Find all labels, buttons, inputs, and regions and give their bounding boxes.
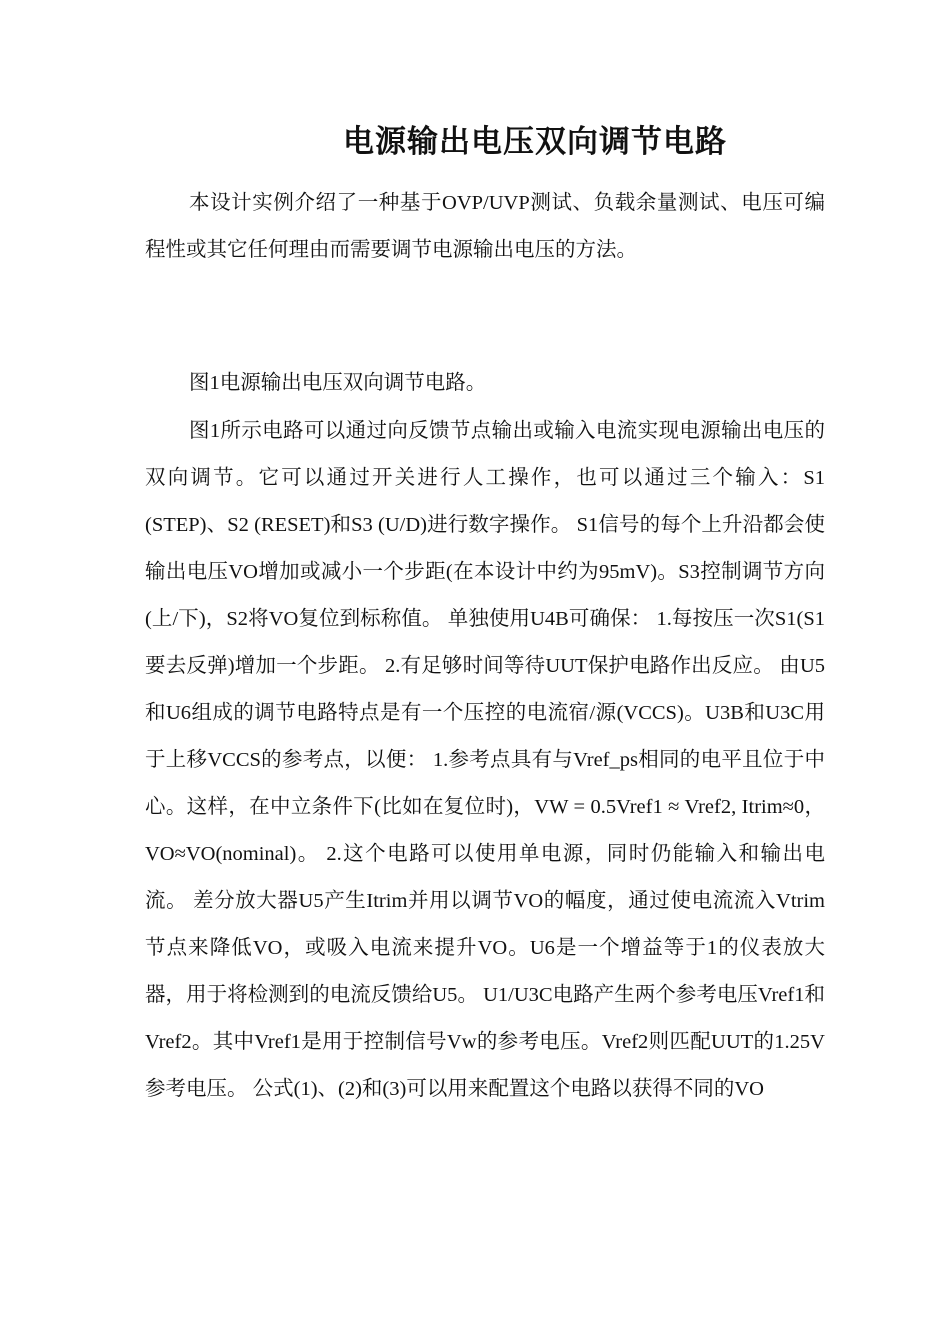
figure-caption: 图1电源输出电压双向调节电路。 bbox=[189, 372, 487, 394]
intro-paragraph: 本设计实例介绍了一种基于OVP/UVP测试、负载余量测试、电压可编程性或其它任何理由而需要调节电源输出电压的方法。 bbox=[145, 192, 825, 261]
document-title: 电源输出电压双向调节电路 bbox=[343, 124, 727, 159]
body-paragraph: 图1所示电路可以通过向反馈节点输出或输入电流实现电源输出电压的双向调节。它可以通过开关进行人工操作，也可以通过三个输入：S1 (STEP)、S2 (RESET)和S3 (U/D)进行数字操作。 S1信号的每个上升沿都会使输出电压VO增加或减小一个步距(在本设计中约为95mV)。S3控制调节方向(上/下)，S2将VO复位到标称值。 单独使用U4B可确保： 1.每按压一次S1(S1要去反弹)增加一个步距。 2.有足够时间等待UUT保护电路作出反应。 由U5和U6组成的调节电路特点是有一个压控的电流宿/源(VCCS)。U3B和U3C用于上移VCCS的参考点，以便： 1.参考点具有与Vref_ps相同的电平且位于中心。这样，在中立条件下(比如在复位时)，VW = 0.5Vref1 ≈ Vref2, Itrim≈0， VO≈VO(nominal)。 2.这个电路可以使用单电源，同时仍能输入和输出电流。 差分放大器U5产生Itrim并用以调节VO的幅度，通过使电流流入Vtrim节点来降低VO，或吸入电流来提升VO。U6是一个增益等于1的仪表放大器，用于将检测到的电流反馈给U5。 U1/U3C电路产生两个参考电压Vref1和Vref2。其中Vref1是用于控制信号Vw的参考电压。Vref2则匹配UUT的1.25V参考电压。 公式(1)、(2)和(3)可以用来配置这个电路以获得不同的VO bbox=[145, 420, 825, 1100]
